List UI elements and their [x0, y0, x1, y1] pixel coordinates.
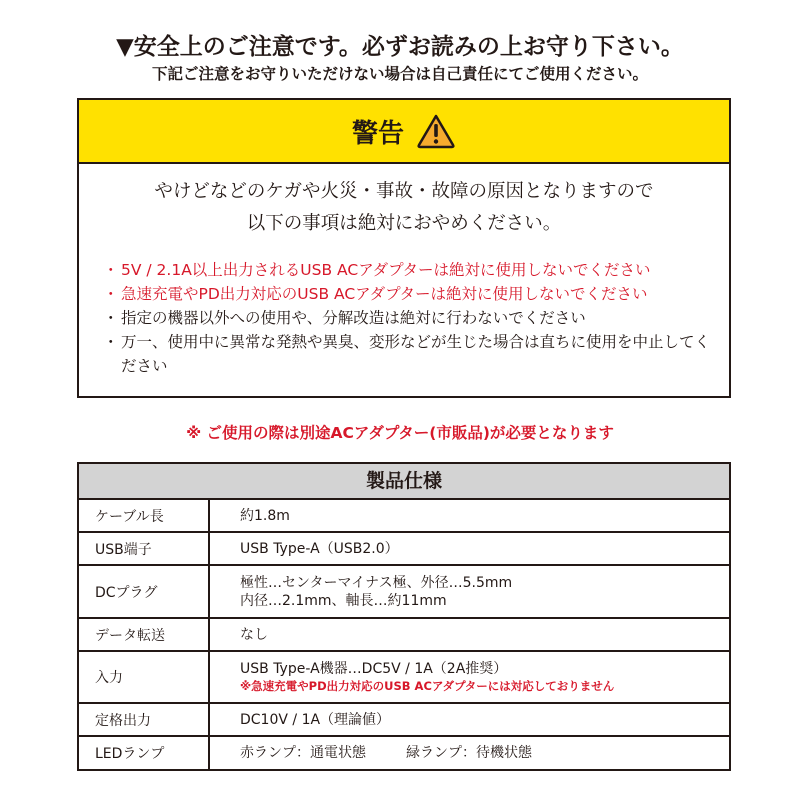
spec-value-text: DC10V / 1A（理論値） [240, 711, 391, 728]
spec-value-text: USB Type-A機器…DC5V / 1A（2A推奨） [240, 661, 508, 677]
led-green-status: 緑ランプ：待機状態 [406, 745, 532, 761]
spec-label: データ転送 [79, 619, 210, 650]
warning-triangle-icon [416, 113, 456, 149]
spec-label: ケーブル長 [79, 500, 210, 531]
warning-header [79, 100, 729, 164]
warning-box [77, 98, 731, 398]
warning-list [79, 258, 729, 378]
table-row [79, 533, 729, 566]
spec-value [210, 500, 729, 531]
table-row [79, 619, 729, 652]
bullet: ・ [103, 285, 119, 303]
spec-label: 定格出力 [79, 704, 210, 735]
spec-value-note: ※急速充電やPD出力対応のUSB ACアダプターには対応しておりません [240, 679, 615, 693]
warning-item [103, 258, 729, 282]
spec-value [210, 533, 729, 564]
spec-value-text: USB Type-A（USB2.0） [240, 540, 399, 557]
warning-item-text: 急速充電やPD出力対応のUSB ACアダプターは絶対に使用しないでください [121, 285, 648, 303]
adapter-note: ※ ご使用の際は別途ACアダプター(市販品)が必要となります [186, 424, 614, 442]
spec-value-text: 約1.8m [240, 507, 290, 524]
spec-label: LEDランプ [79, 737, 210, 769]
spec-value [210, 566, 729, 617]
table-row [79, 652, 729, 704]
warning-item-text: 5V / 2.1A以上出力されるUSB ACアダプターは絶対に使用しないでください [121, 261, 651, 279]
spec-label: DCプラグ [79, 566, 210, 617]
table-row [79, 500, 729, 533]
table-row [79, 566, 729, 619]
warning-intro [79, 176, 729, 240]
spec-value [210, 704, 729, 735]
page-subtitle: 下記ご注意をお守りいただけない場合は自己責任にてご使用ください。 [151, 65, 648, 83]
spec-value-text: 極性…センターマイナス極、外径…5.5mm [240, 574, 513, 591]
spec-table [77, 462, 731, 771]
warning-item-text: 万一、使用中に異常な発熱や異臭、変形などが生じた場合は直ちに使用を中止してください [121, 333, 711, 375]
spec-label: 入力 [79, 652, 210, 702]
warning-item [103, 306, 729, 330]
warning-item-text: 指定の機器以外への使用や、分解改造は絶対に行わないでください [121, 309, 586, 327]
table-row [79, 737, 729, 769]
spec-label: USB端子 [79, 533, 210, 564]
warning-intro-line-1: やけどなどのケガや火災・事故・故障の原因となりますので [154, 181, 654, 202]
bullet: ・ [103, 309, 119, 327]
spec-value-text: 内径…2.1mm、軸長…約11mm [240, 592, 447, 609]
led-red-status: 赤ランプ：通電状態 [240, 745, 366, 761]
spec-value [210, 619, 729, 650]
table-row [79, 704, 729, 737]
warning-item [103, 330, 729, 378]
bullet: ・ [103, 333, 119, 351]
spec-value-text: なし [240, 626, 268, 643]
spec-value [210, 652, 729, 702]
spec-table-title: 製品仕様 [79, 464, 729, 500]
spec-value [210, 737, 729, 769]
warning-intro-line-2: 以下の事項は絶対におやめください。 [246, 213, 562, 234]
bullet: ・ [103, 261, 119, 279]
warning-item [103, 282, 729, 306]
page-title: ▼安全上のご注意です。必ずお読みの上お守り下さい。 [116, 34, 684, 60]
warning-heading: 警告 [351, 118, 404, 149]
